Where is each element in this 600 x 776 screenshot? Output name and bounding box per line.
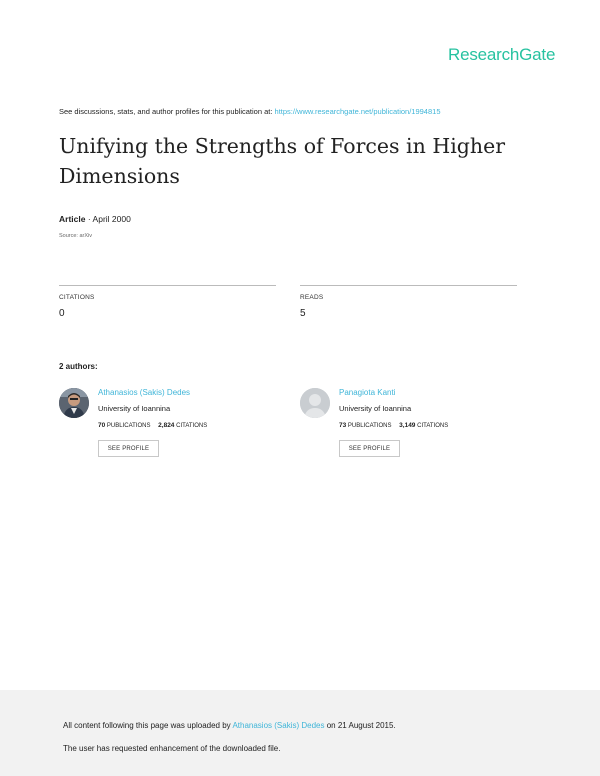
publication-link[interactable]: https://www.researchgate.net/publication/1994815 (274, 107, 441, 116)
citations-stat (59, 285, 276, 319)
publications-count: 70 (98, 422, 106, 429)
discussion-prefix: See discussions, stats, and author profiles for this publication at: (59, 107, 275, 116)
default-user-icon (300, 388, 330, 418)
paper-title: Unifying the Strengths of Forces in Higher Dimensions (59, 134, 506, 188)
author-photo-icon (59, 388, 89, 418)
enhancement-note: The user has requested enhancement of the downloaded file. (63, 744, 281, 753)
citations-value: 0 (59, 308, 65, 319)
author-institution: University of Ioannina (98, 404, 171, 413)
author-stats (339, 422, 448, 429)
citations-count: 2,824 (158, 422, 175, 429)
author-name[interactable]: Panagiota Kanti (339, 388, 396, 397)
citations-label: CITATIONS (417, 423, 449, 429)
publications-label: PUBLICATIONS (347, 423, 392, 429)
avatar[interactable] (300, 388, 330, 418)
paper-meta (59, 214, 131, 224)
upload-note (63, 721, 396, 730)
reads-value: 5 (300, 308, 306, 319)
reads-stat (300, 285, 517, 319)
uploader-link[interactable]: Athanasios (Sakis) Dedes (232, 721, 325, 730)
citations-count: 3,149 (399, 422, 416, 429)
discussion-note (59, 107, 441, 116)
author-institution: University of Ioannina (339, 404, 412, 413)
upload-suffix: on 21 August 2015. (324, 721, 396, 730)
researchgate-logo[interactable]: ResearchGate (448, 45, 556, 64)
avatar[interactable] (59, 388, 89, 418)
paper-source: Source: arXiv (59, 233, 93, 239)
author-stats (98, 422, 207, 429)
paper-type: Article (59, 214, 86, 224)
reads-label: READS (300, 294, 324, 301)
citations-label: CITATIONS (59, 294, 95, 301)
paper-date: · April 2000 (85, 214, 131, 224)
author-name[interactable]: Athanasios (Sakis) Dedes (98, 388, 191, 397)
authors-heading: 2 authors: (59, 362, 98, 371)
author-card (59, 388, 279, 468)
see-profile-button[interactable]: SEE PROFILE (339, 440, 400, 457)
publications-count: 73 (339, 422, 347, 429)
citations-label: CITATIONS (176, 423, 208, 429)
footer (0, 690, 600, 776)
upload-prefix: All content following this page was uploaded by (63, 721, 233, 730)
publications-label: PUBLICATIONS (106, 423, 151, 429)
author-card (300, 388, 520, 468)
see-profile-button[interactable]: SEE PROFILE (98, 440, 159, 457)
